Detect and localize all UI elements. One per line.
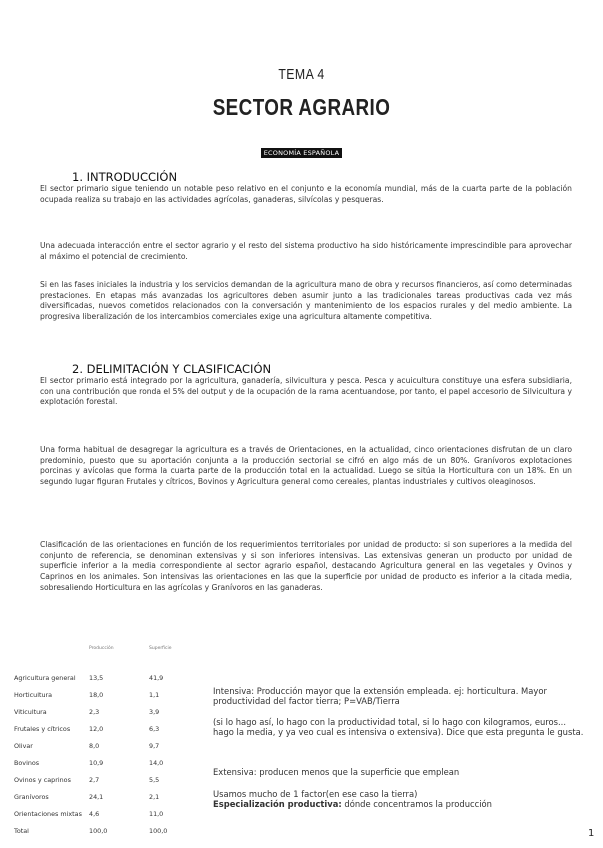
note-intensiva-text: Producción mayor que la extensión empleada. ej: horticultura. Mayor productividad del factor tierra; P=VAB/Tierra xyxy=(213,686,547,707)
note-intensiva xyxy=(213,686,585,707)
table-row: Olivar 8,0 9,7 xyxy=(14,742,160,750)
paragraph: Una forma habitual de desagregar la agricultura es a través de Orientaciones, en la actualidad, cinco orientaciones disfrutan de un claro predominio, puesto que su aportación conjunta a la producción sectorial se cifró en algo más de un 80%. Granívoros explotaciones porcinas y avícolas que forma la cuarta parte de la producción total en la actualidad. Luego se sitúa la Horticultura con un 18%. En un segundo lugar figuran Frutales y cítricos, Bovinos y Agricultura general como cereales, plantas industriales y cultivos oleaginosos. xyxy=(40,445,572,487)
note-especializacion-label: Especialización productiva: xyxy=(213,799,342,809)
note-factor: Usamos mucho de 1 factor(en ese caso la tierra) xyxy=(213,789,418,799)
subject-badge: ECONOMÍA ESPAÑOLA xyxy=(261,148,343,158)
table-row: Horticultura 18,0 1,1 xyxy=(14,691,160,699)
table-row: Ovinos y caprinos 2,7 5,5 xyxy=(14,776,160,784)
note-extensiva xyxy=(213,767,585,777)
paragraph: Clasificación de las orientaciones en función de los requerimientos territoriales por unidad de producto: si son superiores a la medida del conjunto de referencia, se denominan extensivas y si son inferiores intensivas. Las extensivas generan un producto por unidad de superficie inferior a la media correspondiente al sector agrario español, destacando Agricultura general en las vegetales y Ovinos y Caprinos en los animales. Son intensivas las orientaciones en las que la superficie por unidad de producto es inferior a la citada media, sobresaliendo Horticultura en las agrícolas y Granívoros en las ganaderas. xyxy=(40,540,572,592)
table-row: Orientaciones mixtas 4,6 11,0 xyxy=(14,810,164,818)
table-row: Viticultura 2,3 3,9 xyxy=(14,708,160,716)
section-heading-delimitacion: 2. DELIMITACIÓN Y CLASIFICACIÓN xyxy=(72,362,272,376)
note-intensiva-label: Intensiva: xyxy=(213,686,255,696)
page-number: 1 xyxy=(588,828,595,839)
table-row: Total 100,0 100,0 xyxy=(14,827,168,835)
note-aside: (si lo hago así, lo hago con la productividad total, si lo hago con kilogramos, euros... hago la media, y ya veo cual es intensiva o extensiva). Dice que esta pregunta le gusta. xyxy=(213,717,584,738)
note-extensiva-label: Extensiva: xyxy=(213,767,257,777)
table-row: Granívoros 24,1 2,1 xyxy=(14,793,160,801)
table-header-row: Producción Superficie xyxy=(89,646,172,651)
note-especializacion-text: dónde concentramos la producción xyxy=(341,799,492,809)
table-row: Agricultura general 13,5 41,9 xyxy=(14,674,164,682)
table-row: Frutales y cítricos 12,0 6,3 xyxy=(14,725,160,733)
table-row: Bovinos 10,9 14,0 xyxy=(14,759,164,767)
paragraph: Si en las fases iniciales la industria y los servicios demandan de la agricultura mano de obra y recursos financieros, así como determinadas prestaciones. En etapas más avanzadas los agricultores deben asumir junto a las tradicionales tareas productivas cada vez más diversificadas, nuevos cometidos relacionados con la conversación y mantenimiento de los espacios rurales y del medio ambiente. La progresiva liberalización de los intercambios comerciales exige una agricultura altamente competitiva. xyxy=(40,280,572,322)
section-heading-introduccion: 1. INTRODUCCIÓN xyxy=(72,170,178,184)
note-extensiva-text: producen menos que la superficie que emplean xyxy=(256,767,460,777)
page-title: SECTOR AGRARIO xyxy=(212,94,391,120)
note-especializacion xyxy=(213,799,585,809)
paragraph: El sector primario está integrado por la agricultura, ganadería, silvicultura y pesca. Pesca y acuicultura constituye una esfera subsidiaria, con una contribución que ronda el 5% del output y de la ocupación de la rama acentuandose, por tanto, el papel accesorio de Silvicultura y explotación forestal. xyxy=(40,376,572,407)
topic-number: TEMA 4 xyxy=(278,66,325,83)
paragraph: El sector primario sigue teniendo un notable peso relativo en el conjunto e la economía mundial, más de la cuarta parte de la población ocupada realiza su trabajo en las actividades agrícolas, ganaderas, silvícolas y pesqueras. xyxy=(40,184,572,204)
subject-badge-wrap xyxy=(0,140,603,159)
paragraph: Una adecuada interacción entre el sector agrario y el resto del sistema productivo ha sido históricamente imprescindible para aprovechar al máximo el potencial de crecimiento. xyxy=(40,241,572,261)
